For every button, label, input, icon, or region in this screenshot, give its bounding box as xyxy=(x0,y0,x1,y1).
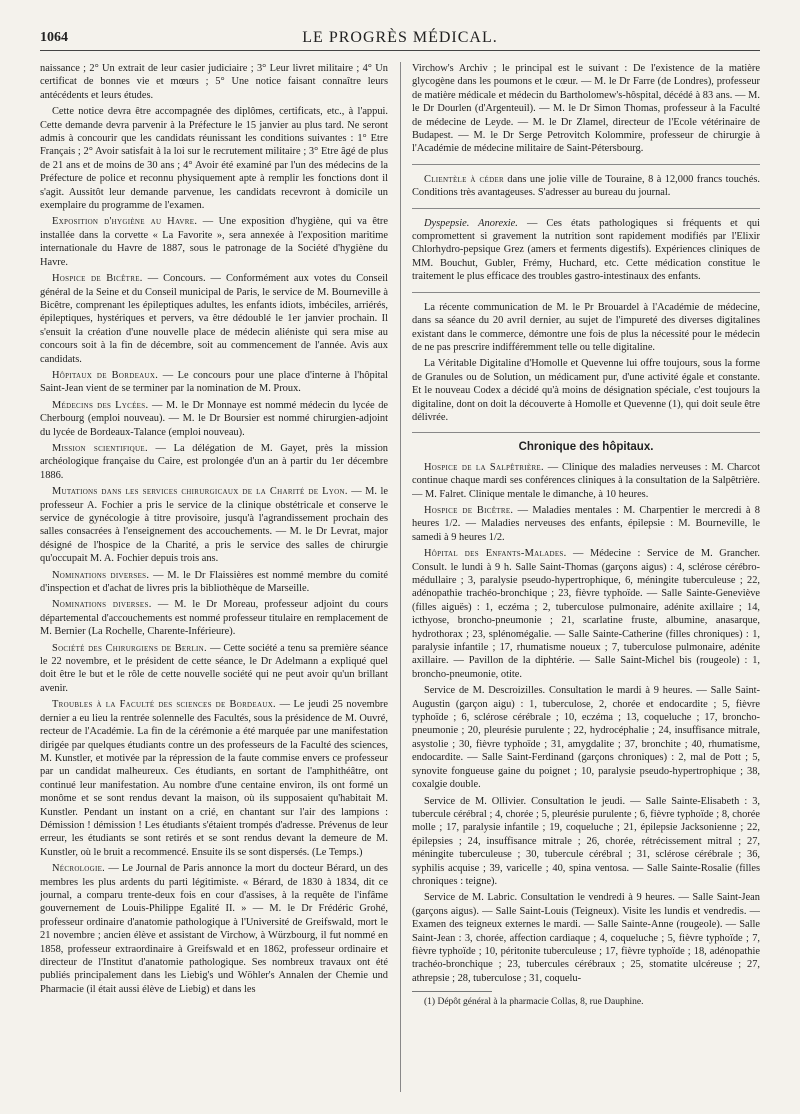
article-paragraph xyxy=(412,795,760,889)
article-text: Service de M. Descroizilles. Consultation le mardi à 9 heures. — Salle Saint-Augustin (garçon aigu) : 1, tuberculose, 2, chorée et endocardite ; 5, fièvre typhoïde ; 6, sclérose cérébrale ; 10, eczéma ; 13, coqueluche ; 17, broncho-pneumonie ; 20, pleurésie purulente ; 22, hydrocéphalie ; 24, insuffisance mitrale, asystolie ; 30, fièvre typhoïde ; 31, amygdalite ; 37, bronchite ; 40, rhumatisme, endocardite. — Salle Saint-Ferdinand (garçons chroniques) : 2, mal de Pott ; 5, synovite fongueuse gaine du poignet ; 10, paralysie pseudo-hypertrophique ; 38, coxalgie double. xyxy=(412,685,760,791)
article-text: — M. le professeur A. Fochier a pris le service de la clinique obstétricale et conserve le service de gynécologie à titre provisoire, jusqu'à l'agrandissement prochain des salles consacrées à l'enseignement des accouchements. — M. le Dr Levrat, major désigné de l'hospice de la Charité, a pris le service des salles de chirurgie qu'occupait M. A. Fochier depuis trois ans. xyxy=(40,486,388,565)
article-paragraph xyxy=(40,105,388,212)
article-heading: Hôpitaux de Bordeaux. xyxy=(52,369,159,381)
article-heading: Nominations diverses. xyxy=(52,569,150,581)
page-header xyxy=(40,28,760,51)
article-paragraph xyxy=(40,642,388,696)
page-number: 1064 xyxy=(40,30,68,45)
article-text: — Concours. — Conformément aux votes du Conseil général de la Seine et du Conseil municipal de Paris, le service de M. Bourneville à Bicêtre, comprenant les épileptiques adultes, les enfants idiots, imbéciles, arriérés, épileptiques, hystériques et pervers, va être dédoublé le 1er janvier prochain. Il s'ensuit la création d'une nouvelle place de médecin aliéniste qui sera mise au concours soit à la fin de décembre, soit au commencement de l'année. Avis aux candidats. xyxy=(40,273,388,365)
dyspepsie-text: — Ces états pathologiques si fréquents et qui compromettent si gravement la nutrition sont rapidement modifiés par l'Elixir Chlorhydro-pepsique Grez (amers et ferments digestifs). Expériences cliniques de MM. Bouchut, Gubler, Frémy, Huchard, etc. Cette médication constitue le traitement le plus efficace des troubles gastro-intestinaux des enfants. xyxy=(412,217,760,283)
digitaline-notice xyxy=(412,301,760,425)
article-paragraph xyxy=(40,215,388,269)
article-text: — Clinique des maladies nerveuses : M. Charcot continue chaque mardi ses conférences cliniques à la consultation de la Salpêtrière. — M. Falret. Clinique mentale le dimanche, à 10 heures. xyxy=(412,461,760,500)
article-heading: Hospice de la Salpêtrière. xyxy=(424,461,544,473)
clientele-notice xyxy=(412,173,760,200)
article-heading: Mission scientifique. xyxy=(52,442,148,454)
article-paragraph xyxy=(40,698,388,859)
article-heading: Hospice de Bicêtre. xyxy=(424,504,514,516)
article-paragraph xyxy=(412,684,760,791)
article-text: — Le Journal de Paris annonce la mort du docteur Bérard, un des membres les plus ardents du parti légitimiste. « Bérard, de 1830 à 1834, dit ce journal, a comparu trente-deux fois en cour d'assises, à la requête de l'infâme gouvernement de Louis-Philippe Egalité II. » — M. le Dr Frédéric Grohé, professeur ordinaire d'anatomie pathologique à l'Université de Greifswald, mort le 21 novembre ; ancien élève et assistant de Virchow, à Würzbourg, il fut nommé en 1858, professeur extraordinaire à Greifswald et en 1862, professeur ordinaire et directeur de l'Institut d'anatomie pathologique. Ses nombreux travaux ont été publiés principalement dans les Liebig's und Wöhler's Annalen der Chemie und Pharmacie (il était aussi élève de Liebig) et dans les xyxy=(40,863,388,995)
article-heading: Nominations diverses. xyxy=(52,599,152,611)
article-text: — M. le Dr Flaissières est nommé membre du comité d'inspection et d'achat de livres pris la bibliothèque de Marseille. xyxy=(40,569,388,595)
article-paragraph xyxy=(40,369,388,396)
article-paragraph xyxy=(40,399,388,439)
article-text: — Une exposition d'hygiène, qui va être installée dans la corvette « La Favorite », sera annexée à l'exposition maritime internationale du Havre de 1887, sous le patronage de la Société d'hygiène du Havre. xyxy=(40,216,388,268)
article-heading: Troubles à la Faculté des sciences de Bordeaux. xyxy=(52,699,276,711)
article-text: — Maladies mentales : M. Charpentier le mercredi à 8 heures 1/2. — Maladies nerveuses des enfants, épilepsie : M. Bourneville, le samedi à 9 heures 1/2. xyxy=(412,504,760,543)
article-heading: Médecins des Lycées. xyxy=(52,399,149,411)
article-text: — Cette société a tenu sa première séance le 22 novembre, et le président de cette séance, le Dr Adelmann a expliqué quel doit être le but et le rôle de cette nouvelle société qui ne peut avoir qu'un brillant avenir. xyxy=(40,642,388,694)
article-heading: Nécrologie. xyxy=(52,863,106,875)
article-paragraph xyxy=(40,485,388,565)
chronique-title: Chronique des hôpitaux. xyxy=(518,441,654,454)
article-paragraph xyxy=(412,891,760,985)
dyspepsie-heading: Dyspepsie. Anorexie. xyxy=(424,217,518,229)
article-paragraph xyxy=(40,862,388,996)
footnote: (1) Dépôt général à la pharmacie Collas, 8, rue Dauphine. xyxy=(424,997,644,1008)
article-paragraph xyxy=(412,504,760,544)
article-text: — M. le Dr Monnaye est nommé médecin du lycée de Cherbourg (emploi nouveau). — M. le Dr Boursier est nommé chirurgien-adjoint du lycée de Bordeaux-Talance (emploi nouveau). xyxy=(40,399,388,438)
article-text: Virchow's Archiv ; le principal est le suivant : De l'existence de la matière glycogène dans les poumons et le cœur. — M. le Dr Farre (de Londres), professeur de matière médicale et médecin du Bartholomew's-hôspital, décédé à 83 ans. — M. le Dr Dourlen (d'Argenteuil). — M. le Dr Simon Thomas, professeur à la Faculté de médecine de Leyde. — M. le Dr Zlamel, directeur de l'Ecole vétérinaire de Budapest. — M. le Dr Serge Petrovitch Kolommire, professeur de chirurgie à l'Académie de médecine militaire de Saint-Pétersbourg. xyxy=(412,63,760,155)
article-text: Service de M. Ollivier. Consultation le jeudi. — Salle Sainte-Elisabeth : 3, tubercule cérébral ; 4, chorée ; 5, pleurésie purulente ; 6, fièvre typhoïde ; 8, chorée molle ; 17, paralysie infantile ; 19, coqueluche ; 21, épilepsie Jacksonienne ; 22, épilepsies ; 24, insuffisance mitrale ; 26, chorée, rétrécissement mitral ; 27, méningite tuberculeuse ; 30, tubercule cérébral ; 31, sclérose cérébrale ; 36, syphilis acquise ; 39, varicelle ; 40, spina ventosa. — Salle Sainte-Rosalie (filles chroniques : teigne). xyxy=(412,795,760,887)
separator-rule xyxy=(412,432,760,433)
article-text: — La délégation de M. Gayet, près la mission archéologique française du Caire, est prolongée d'un an à partir du 1er décembre 1886. xyxy=(40,442,388,481)
article-text: — Médecine : Service de M. Grancher. Consult. le lundi à 9 h. Salle Saint-Thomas (garçons aigus) : 4, sclérose cérébro-médullaire ; 3, paralysie pseudo-hypertrophique, 6, méningite tuberculeuse ; 22, adénopathie trachéo-bronchique ; 23, fièvre typhoïde. — Salle Sainte-Geneviève (filles aiguës) : 1, eczéma ; 2, tuberculose pulmonaire, adénite axillaire ; 14, icthyose, broncho-pneumonie ; 21, scarlatine fruste, albumine, anasarque, hydrothorax ; 23, splénomégalie. — Salle Sainte-Catherine (filles chroniques) : 1, paralysie infantile ; 17, rhumatisme noueux ; 7, tuberculose pulmonaire, adénite axillaire. — Pavillon de la diphtérie. — Salle Saint-Michel bis (rougeole) : 1, broncho-pneumonie, otite. xyxy=(412,548,760,680)
article-text: Service de M. Labric. Consultation le vendredi à 9 heures. — Salle Saint-Jean (garçons aigus). — Salle Saint-Louis (Teigneux). Visite les lundis et vendredis. — Examen des teigneux externes le mardi. — Salle Sainte-Anne (rougeole). — Salle Saint-Jean : 3, chorée, affection cardiaque ; 4, coqueluche ; 5, fièvre typhoïde ; 7, fièvre typhoïde ; 10, péritonite tuberculeuse ; 17, fièvre typhoïde ; 18, adénopathie trachéo-bronchique ; 23, tubercules cérébraux ; 25, stomatite ulcéreuse ; 27, athrepsie ; 28, tuberculose ; 31, coquelu- xyxy=(412,892,760,984)
separator-rule xyxy=(412,208,760,209)
running-title: LE PROGRÈS MÉDICAL. xyxy=(302,29,498,46)
separator-rule xyxy=(412,292,760,293)
article-paragraph xyxy=(40,598,388,638)
article-paragraph xyxy=(412,301,760,355)
article-paragraph xyxy=(412,547,760,681)
article-paragraph xyxy=(412,357,760,424)
article-paragraph xyxy=(40,62,388,102)
article-heading: Mutations dans les services chirurgicaux de la Charité de Lyon. xyxy=(52,486,348,498)
article-heading: Hospice de Bicêtre. xyxy=(52,273,143,285)
article-paragraph xyxy=(412,62,760,156)
left-column xyxy=(40,62,388,1097)
article-paragraph xyxy=(40,272,388,366)
clientele-heading: Clientèle à céder xyxy=(424,173,504,185)
article-text: naissance ; 2° Un extrait de leur casier judiciaire ; 3° Leur livret militaire ; 4° Un certificat de bonnes vie et mœurs ; 5° Une notice faisant connaître leurs antécédents et leurs études. xyxy=(40,63,388,101)
chronique-items xyxy=(412,461,760,985)
column-divider xyxy=(400,62,401,1092)
article-paragraph xyxy=(40,442,388,482)
article-heading: Hôpital des Enfants-Malades. xyxy=(424,548,567,560)
article-text: La récente communication de M. le Pr Brouardel à l'Académie de médecine, dans sa séance du 20 avril dernier, au sujet de l'impureté des diverses digitalines existant dans le commerce, démontre une fois de plus la nécessité pour le médecin de ne pas prescrire indifféremment telle ou telle digitaline. xyxy=(412,301,760,353)
article-heading: Exposition d'hygiène au Havre. xyxy=(52,216,198,228)
article-text: — Le concours pour une place d'interne à l'hôpital Saint-Jean vient de se terminer par la nomination de M. Proux. xyxy=(40,369,388,395)
article-text: — Le jeudi 25 novembre dernier a eu lieu la rentrée solennelle des Facultés, sous la présidence de M. Ouvré, recteur de l'Académie. La fin de la cérémonie a été marquée par une manifestation dirigée par quelques étudiants contre un des professeurs de la Faculté des sciences, M. Kunstler, et motivée par la répression de la faute commise envers ce professeur par un candidat malheureux. Ces étudiants, en sortant de l'amphithéâtre, ont continué leur manifestation. Au nombre d'une centaine environ, ils ont formé un monôme et se sont rendus devant la maison, où ils supposaient qu'habitait M. Kunstler. Pendant un instant on a crié, en chantant sur l'air des lampions : Démission ! démission ! Les étudiants s'étaient trompés d'adresse. Prévenus de leur erreur, les étudiants se sont retirés et se sont rendus devant la demeure de M. Kunstler, où le bruit a recommencé. Ensuite ils se sont dispersés. (Le Temps.) xyxy=(40,699,388,858)
dyspepsie-notice xyxy=(412,217,760,284)
article-text: La Véritable Digitaline d'Homolle et Quevenne lui offre toujours, sous la forme de Granules ou de Solution, un médicament pur, d'une activité égale et constante. Et le nouveau Codex a décidé qu'à moins de désignation spéciale, c'est toujours la digitaline, dont on doit la découverte à Homolle et Quevenne (1), qui doit seule être délivrée. xyxy=(412,358,760,423)
separator-rule xyxy=(412,164,760,165)
article-text: Cette notice devra être accompagnée des diplômes, certificats, etc., à l'appui. Cette demande devra parvenir à la Préfecture le 15 janvier au plus tard. Ne seront admis à concourir que les candidats réunissant les conditions suivantes : 1° Etre Français ; 2° Avoir satisfait à la loi sur le recrutement militaire ; 3° Etre âgé de plus de 21 ans et de moins de 30 ans ; 4° Avoir été examiné par l'un des médecins de la Préfecture de police et reconnu physiquement apte à remplir les fonctions dont il s'agit. Aussitôt leur demande parvenue, les candidats recevront à domicile un exemplaire du programme de l'examen. xyxy=(40,106,388,212)
nécrologie-continued xyxy=(412,62,760,156)
right-column xyxy=(412,62,760,1097)
footnote-rule xyxy=(412,991,492,992)
article-text: — M. le Dr Moreau, professeur adjoint du cours départemental d'accouchements est nommé professeur titulaire en remplacement de M. Bernier (La Rochelle, Charente-Inférieure). xyxy=(40,599,388,638)
article-heading: Société des Chirurgiens de Berlin. xyxy=(52,642,207,654)
article-paragraph xyxy=(412,461,760,501)
article-paragraph xyxy=(40,569,388,596)
clientele-text: dans une jolie ville de Touraine, 8 à 12,000 francs touchés. Conditions très avantageuses. S'adresser au bureau du journal. xyxy=(412,173,760,199)
